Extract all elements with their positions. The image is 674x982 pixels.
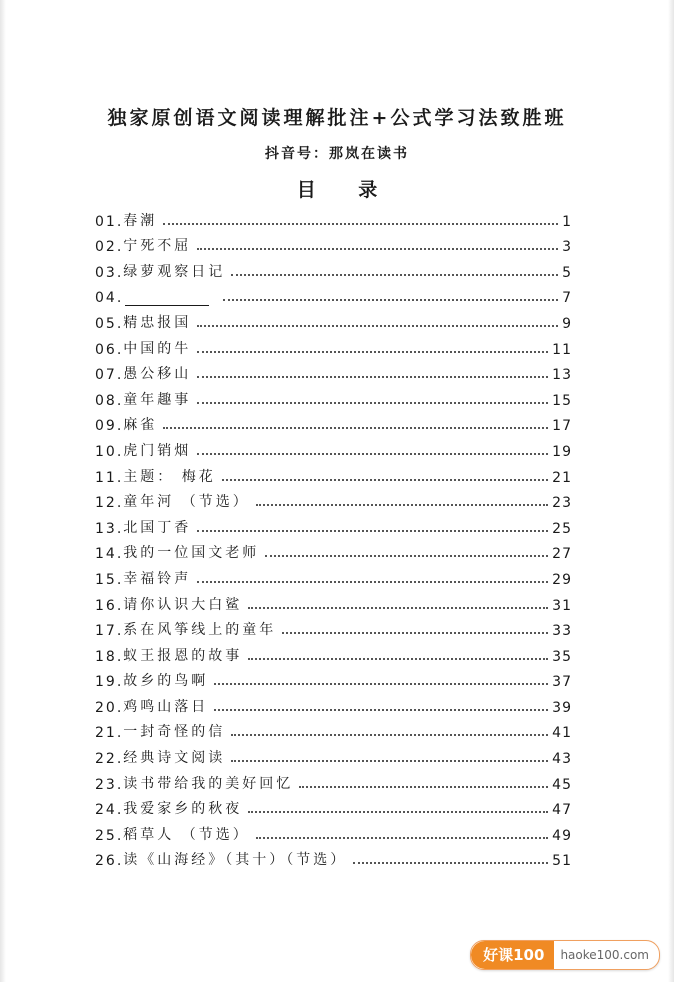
toc-dot-leader bbox=[248, 607, 548, 609]
toc-entry-title: 绿萝观察日记 bbox=[123, 263, 226, 280]
toc-entry-page-number: 45 bbox=[552, 776, 572, 793]
toc-entry-page-number: 31 bbox=[552, 597, 572, 614]
toc-entry bbox=[95, 332, 572, 358]
toc-dot-leader bbox=[265, 555, 548, 557]
toc-entry-number: 14. bbox=[95, 546, 124, 563]
toc-entry-number: 26. bbox=[95, 853, 124, 870]
site-watermark bbox=[470, 940, 660, 970]
toc-entry-number: 06. bbox=[95, 341, 124, 358]
document-subtitle: 抖音号：那岚在读书 bbox=[265, 146, 409, 162]
toc-entry-page-number: 15 bbox=[552, 392, 572, 409]
toc-entry-page-number: 1 bbox=[562, 213, 572, 230]
toc-entry-page-number: 27 bbox=[552, 546, 572, 563]
toc-dot-leader bbox=[299, 786, 548, 788]
toc-entry-page-number: 11 bbox=[552, 341, 572, 358]
toc-entry bbox=[95, 358, 572, 384]
toc-entry bbox=[95, 690, 572, 716]
toc-entry-title: 春潮 bbox=[123, 212, 158, 229]
toc-entry-title: 幸福铃声 bbox=[123, 570, 192, 587]
toc-dot-leader bbox=[197, 530, 548, 532]
toc-entry bbox=[95, 818, 572, 844]
toc-dot-leader bbox=[163, 223, 558, 225]
toc-entry-title: 童年河 （节选） bbox=[123, 494, 250, 511]
toc-dot-leader bbox=[197, 453, 548, 455]
toc-entry-title: 一封奇怪的信 bbox=[123, 724, 226, 741]
toc-entry-number: 12. bbox=[95, 495, 124, 512]
toc-entry bbox=[95, 793, 572, 819]
toc-entry-page-number: 23 bbox=[552, 495, 572, 512]
toc-entry-page-number: 43 bbox=[552, 751, 572, 768]
toc-dot-leader bbox=[197, 402, 548, 404]
toc-dot-leader bbox=[163, 427, 548, 429]
toc-entry-title: 读《山海经》（其十）（节选） bbox=[123, 852, 348, 869]
toc-entry-title: 北国丁香 bbox=[123, 519, 192, 536]
toc-entry-page-number: 25 bbox=[552, 520, 572, 537]
toc-entry-number: 21. bbox=[95, 725, 124, 742]
toc-dot-leader bbox=[231, 274, 558, 276]
toc-entry bbox=[95, 741, 572, 767]
toc-entry-title: 稻草人 （节选） bbox=[123, 826, 250, 843]
toc-entry-title: 鸡鸣山落日 bbox=[123, 698, 209, 715]
toc-entry-title: 中国的牛 bbox=[123, 340, 192, 357]
toc-entry-title: 系在风筝线上的童年 bbox=[123, 622, 277, 639]
watermark-domain: haoke100.com bbox=[560, 948, 649, 962]
toc-entry bbox=[95, 639, 572, 665]
toc-entry-number: 03. bbox=[95, 264, 124, 281]
toc-entry-title: 宁死不屈 bbox=[123, 238, 192, 255]
toc-entry-page-number: 21 bbox=[552, 469, 572, 486]
toc-heading: 目 录 bbox=[296, 179, 396, 201]
toc-entry-title: 读书带给我的美好回忆 bbox=[123, 775, 294, 792]
toc-dot-leader bbox=[197, 376, 548, 378]
toc-entry-number: 13. bbox=[95, 520, 124, 537]
table-of-contents bbox=[95, 204, 572, 869]
toc-dot-leader bbox=[231, 734, 548, 736]
toc-entry-number: 15. bbox=[95, 571, 124, 588]
toc-entry-number: 16. bbox=[95, 597, 124, 614]
toc-entry bbox=[95, 716, 572, 742]
toc-dot-leader bbox=[256, 504, 548, 506]
toc-entry-page-number: 19 bbox=[552, 443, 572, 460]
toc-entry-number: 02. bbox=[95, 239, 124, 256]
toc-entry bbox=[95, 767, 572, 793]
toc-dot-leader bbox=[282, 632, 548, 634]
toc-entry-page-number: 41 bbox=[552, 725, 572, 742]
toc-dot-leader bbox=[197, 351, 548, 353]
toc-entry bbox=[95, 204, 572, 230]
toc-entry-page-number: 33 bbox=[552, 623, 572, 640]
toc-entry bbox=[95, 665, 572, 691]
toc-entry-page-number: 51 bbox=[552, 853, 572, 870]
toc-entry-title: 请你认识大白鲨 bbox=[123, 596, 243, 613]
toc-entry-page-number: 39 bbox=[552, 699, 572, 716]
toc-entry-page-number: 13 bbox=[552, 367, 572, 384]
toc-entry-number: 05. bbox=[95, 315, 124, 332]
toc-entry-number: 04. bbox=[95, 290, 124, 307]
toc-entry-page-number: 5 bbox=[562, 264, 572, 281]
toc-entry-page-number: 29 bbox=[552, 571, 572, 588]
toc-entry bbox=[95, 409, 572, 435]
toc-dot-leader bbox=[197, 248, 558, 250]
toc-entry bbox=[95, 486, 572, 512]
toc-entry-number: 10. bbox=[95, 443, 124, 460]
toc-entry-title: 精忠报国 bbox=[123, 314, 192, 331]
watermark-badge: 好课100 bbox=[471, 941, 554, 969]
toc-entry-title: 主题： 梅花 bbox=[123, 468, 216, 485]
toc-entry-page-number: 3 bbox=[562, 239, 572, 256]
toc-entry-title: 愚公移山 bbox=[123, 366, 192, 383]
toc-dot-leader bbox=[222, 479, 548, 481]
toc-entry-title: 虎门销烟 bbox=[123, 442, 192, 459]
toc-dot-leader bbox=[256, 837, 548, 839]
toc-entry-title: 蚁王报恩的故事 bbox=[123, 647, 243, 664]
toc-entry bbox=[95, 383, 572, 409]
toc-dot-leader bbox=[248, 811, 548, 813]
toc-entry bbox=[95, 562, 572, 588]
toc-entry-number: 01. bbox=[95, 213, 124, 230]
toc-entry-number: 18. bbox=[95, 648, 124, 665]
toc-entry-page-number: 7 bbox=[562, 290, 572, 307]
toc-entry-page-number: 35 bbox=[552, 648, 572, 665]
toc-entry-title: 我的一位国文老师 bbox=[123, 545, 260, 562]
toc-dot-leader bbox=[231, 760, 548, 762]
toc-entry-title: 我爱家乡的秋夜 bbox=[123, 801, 243, 818]
toc-entry-number: 17. bbox=[95, 623, 124, 640]
toc-entry-number: 19. bbox=[95, 674, 124, 691]
toc-entry-number: 22. bbox=[95, 751, 124, 768]
toc-entry bbox=[95, 844, 572, 870]
toc-entry-page-number: 47 bbox=[552, 802, 572, 819]
toc-entry-number: 24. bbox=[95, 802, 124, 819]
toc-dot-leader bbox=[214, 709, 548, 711]
toc-dot-leader bbox=[223, 299, 558, 301]
toc-entry-number: 07. bbox=[95, 367, 124, 384]
toc-dot-leader bbox=[197, 581, 548, 583]
toc-entry bbox=[95, 281, 572, 307]
toc-entry bbox=[95, 434, 572, 460]
toc-entry-number: 08. bbox=[95, 392, 124, 409]
toc-entry-blank-line bbox=[125, 291, 209, 306]
toc-entry-page-number: 49 bbox=[552, 827, 572, 844]
toc-entry bbox=[95, 255, 572, 281]
toc-entry bbox=[95, 230, 572, 256]
toc-entry-page-number: 17 bbox=[552, 418, 572, 435]
toc-entry bbox=[95, 511, 572, 537]
toc-entry-number: 23. bbox=[95, 776, 124, 793]
toc-entry-title: 童年趣事 bbox=[123, 391, 192, 408]
toc-entry-number: 20. bbox=[95, 699, 124, 716]
toc-dot-leader bbox=[248, 658, 548, 660]
toc-entry-title: 故乡的鸟啊 bbox=[123, 673, 209, 690]
toc-entry-number: 25. bbox=[95, 827, 124, 844]
toc-entry-page-number: 37 bbox=[552, 674, 572, 691]
toc-entry bbox=[95, 588, 572, 614]
toc-entry bbox=[95, 306, 572, 332]
toc-entry-number: 11. bbox=[95, 469, 124, 486]
toc-dot-leader bbox=[353, 862, 548, 864]
toc-dot-leader bbox=[214, 683, 548, 685]
toc-entry bbox=[95, 614, 572, 640]
toc-entry-title: 经典诗文阅读 bbox=[123, 750, 226, 767]
toc-entry bbox=[95, 537, 572, 563]
document-title: 独家原创语文阅读理解批注+公式学习法致胜班 bbox=[107, 107, 567, 129]
toc-entry-number: 09. bbox=[95, 418, 124, 435]
toc-entry-page-number: 9 bbox=[562, 315, 572, 332]
toc-entry-title: 麻雀 bbox=[123, 417, 158, 434]
toc-entry bbox=[95, 460, 572, 486]
toc-dot-leader bbox=[197, 325, 558, 327]
